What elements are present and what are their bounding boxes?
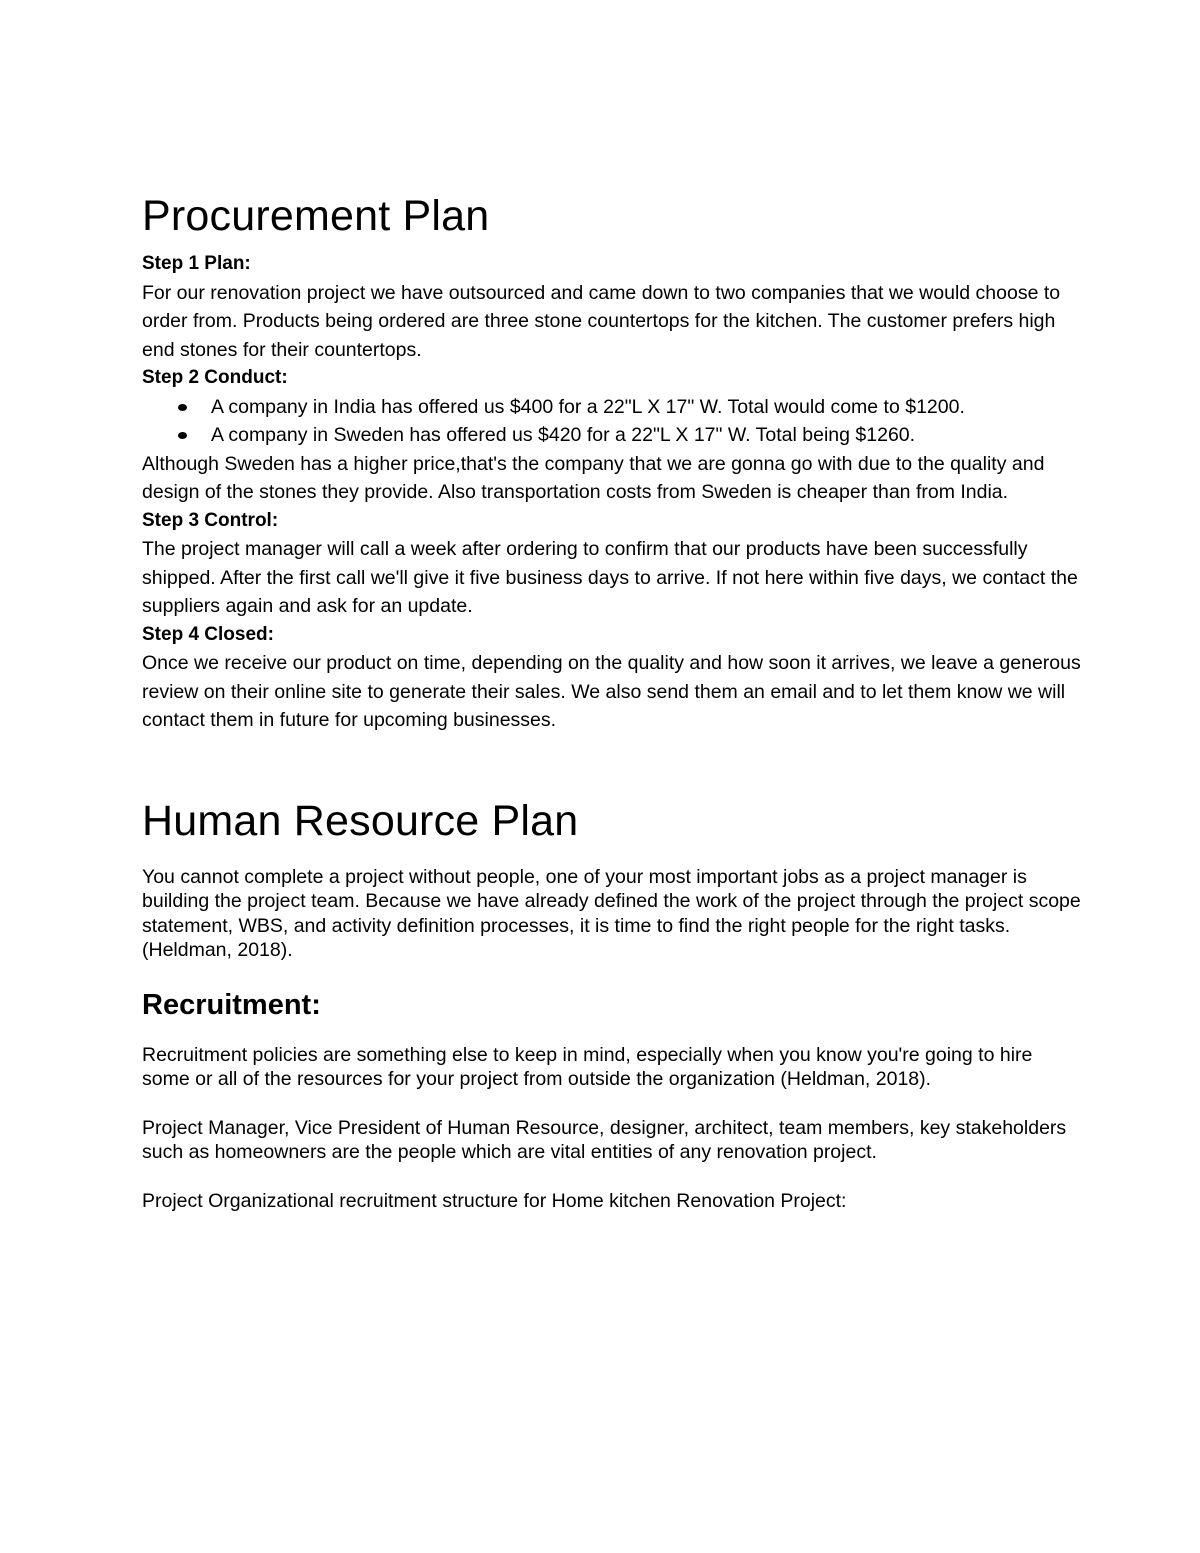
bullet-text-sweden: A company in Sweden has offered us $420 for a 22"L X 17" W. Total being $1260. [211, 424, 916, 446]
bullet-text-india: A company in India has offered us $400 for a 22"L X 17" W. Total would come to $1200. [211, 395, 965, 418]
list-item [142, 421, 1082, 450]
procurement-plan-title: Procurement Plan [142, 192, 490, 240]
bullet-icon [178, 404, 187, 411]
step2-label: Step 2 Conduct: [142, 367, 288, 388]
hr-intro-text: You cannot complete a project without people, one of your most important jobs as a project manager is building the project team. Because we have already defined the work of the project through the project scope statement, WBS, and activity definition processes, it is time to find the right people for the right tasks. (Heldman, 2018). [142, 865, 1081, 961]
step4-text: Once we receive our product on time, depending on the quality and how soon it arrives, we leave a generous review on their online site to generate their sales. We also send them an email and to let them know we will contact them in future for upcoming businesses. [142, 652, 1081, 731]
list-item [142, 393, 1082, 422]
step1-label: Step 1 Plan: [142, 253, 251, 274]
step1-text: For our renovation project we have outsourced and came down to two companies that we would choose to order from. Products being ordered are three stone countertops for the kitchen. The customer prefers high end stones for their countertops. [142, 281, 1061, 361]
step2-text: Although Sweden has a higher price,that's the company that we are gonna go with due to the quality and design of the stones they provide. Also transportation costs from Sweden is cheaper than from India. [142, 452, 1045, 503]
step4-label: Step 4 Closed: [142, 623, 274, 645]
document-page [142, 190, 1082, 1237]
recruitment-para-3: Project Organizational recruitment structure for Home kitchen Renovation Project: [142, 1189, 847, 1212]
human-resource-plan-title: Human Resource Plan [142, 796, 579, 845]
bullet-icon [178, 432, 187, 439]
step2-bullet-list [142, 393, 1082, 450]
recruitment-para-1: Recruitment policies are something else to keep in mind, especially when you know you're going to hire some or all of the resources for your project from outside the organization (Heldman, 2018). [142, 1043, 1033, 1090]
recruitment-heading: Recruitment: [142, 988, 321, 1021]
step3-label: Step 3 Control: [142, 509, 279, 531]
step3-text: The project manager will call a week after ordering to confirm that our products have been successfully shipped. After the first call we'll give it five business days to arrive. If not here within five days, we contact the suppliers again and ask for an update. [142, 538, 1078, 617]
recruitment-para-2: Project Manager, Vice President of Human Resource, designer, architect, team members, key stakeholders such as homeowners are the people which are vital entities of any renovation project. [142, 1116, 1067, 1163]
